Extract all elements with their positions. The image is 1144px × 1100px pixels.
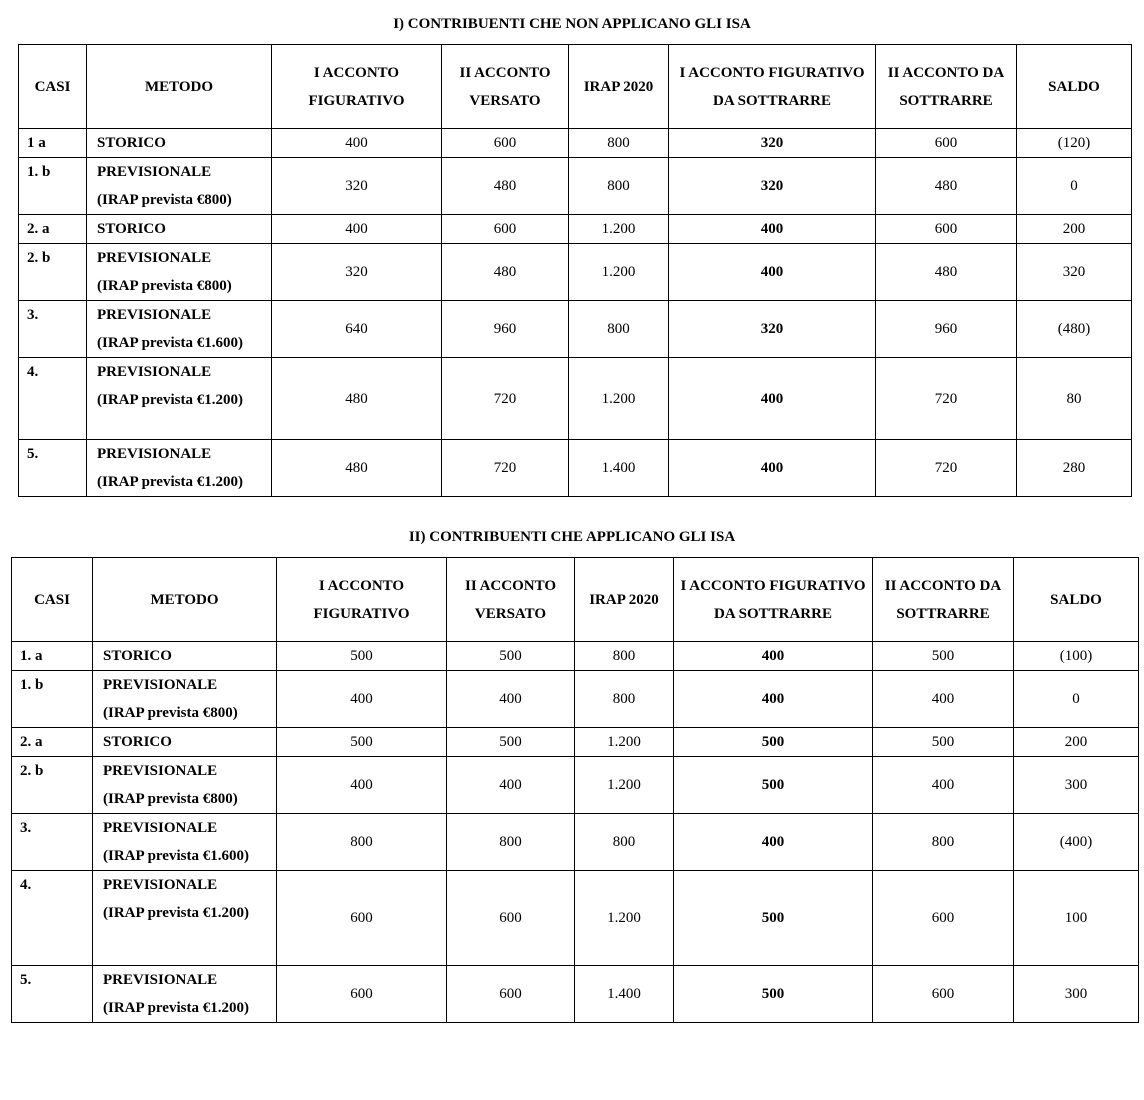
i-acconto-da-sottrarre-cell: 320 xyxy=(669,301,876,358)
caso-cell: 4. xyxy=(19,358,87,440)
i-acconto-figurativo-cell: 500 xyxy=(277,728,447,757)
caso-cell: 3. xyxy=(12,814,93,871)
i-acconto-da-sottrarre-cell: 400 xyxy=(669,358,876,440)
metodo-line: STORICO xyxy=(97,221,166,237)
caso-cell: 5. xyxy=(19,440,87,497)
ii-acconto-da-sottrarre-cell: 600 xyxy=(873,871,1014,966)
irap-2020-cell: 800 xyxy=(569,301,669,358)
saldo-cell: 280 xyxy=(1017,440,1132,497)
ii-acconto-versato-cell: 600 xyxy=(442,215,569,244)
metodo-cell xyxy=(87,358,272,440)
header-casi: CASI xyxy=(12,558,93,642)
table-row xyxy=(19,301,1132,358)
i-acconto-da-sottrarre-cell: 500 xyxy=(674,757,873,814)
metodo-cell xyxy=(93,757,277,814)
table-row xyxy=(19,244,1132,301)
saldo-cell: 100 xyxy=(1014,871,1139,966)
ii-acconto-da-sottrarre-cell: 800 xyxy=(873,814,1014,871)
metodo-line: PREVISIONALE xyxy=(97,164,212,180)
table-header-row xyxy=(19,45,1132,129)
irap-2020-cell: 1.200 xyxy=(575,757,674,814)
i-acconto-figurativo-cell: 320 xyxy=(272,158,442,215)
saldo-cell: 200 xyxy=(1014,728,1139,757)
i-acconto-figurativo-cell: 480 xyxy=(272,440,442,497)
ii-acconto-da-sottrarre-cell: 720 xyxy=(876,440,1017,497)
metodo-cell xyxy=(93,814,277,871)
table-row xyxy=(12,871,1139,966)
metodo-line: (IRAP prevista €800) xyxy=(103,791,238,807)
ii-acconto-da-sottrarre-cell: 400 xyxy=(873,757,1014,814)
ii-acconto-versato-cell: 960 xyxy=(442,301,569,358)
table-row xyxy=(19,358,1132,440)
irap-2020-cell: 800 xyxy=(569,129,669,158)
ii-acconto-versato-cell: 400 xyxy=(447,671,575,728)
table-row xyxy=(19,215,1132,244)
irap-2020-cell: 1.200 xyxy=(569,358,669,440)
ii-acconto-da-sottrarre-cell: 500 xyxy=(873,728,1014,757)
i-acconto-figurativo-cell: 400 xyxy=(277,671,447,728)
metodo-line: PREVISIONALE xyxy=(97,364,212,380)
i-acconto-figurativo-cell: 400 xyxy=(277,757,447,814)
metodo-line: (IRAP prevista €1.600) xyxy=(97,335,243,351)
i-acconto-da-sottrarre-cell: 400 xyxy=(669,440,876,497)
metodo-line: PREVISIONALE xyxy=(97,446,212,462)
i-acconto-da-sottrarre-cell: 400 xyxy=(674,671,873,728)
ii-acconto-versato-cell: 600 xyxy=(442,129,569,158)
section-title-non-isa: I) CONTRIBUENTI CHE NON APPLICANO GLI ISA xyxy=(393,16,751,32)
caso-cell: 4. xyxy=(12,871,93,966)
ii-acconto-versato-cell: 600 xyxy=(447,871,575,966)
metodo-line: (IRAP prevista €800) xyxy=(103,705,238,721)
i-acconto-figurativo-cell: 600 xyxy=(277,871,447,966)
i-acconto-da-sottrarre-cell: 500 xyxy=(674,728,873,757)
i-acconto-figurativo-cell: 400 xyxy=(272,129,442,158)
saldo-cell: 0 xyxy=(1017,158,1132,215)
table-row xyxy=(12,728,1139,757)
saldo-cell: 300 xyxy=(1014,757,1139,814)
ii-acconto-da-sottrarre-cell: 720 xyxy=(876,358,1017,440)
header-ii-acconto-versato: II ACCONTO VERSATO xyxy=(447,558,575,642)
metodo-line: (IRAP prevista €1.200) xyxy=(97,392,243,408)
caso-cell: 3. xyxy=(19,301,87,358)
ii-acconto-versato-cell: 500 xyxy=(447,642,575,671)
metodo-line: PREVISIONALE xyxy=(103,763,218,779)
metodo-cell xyxy=(93,728,277,757)
header-i-acconto-da-sottrarre: I ACCONTO FIGURATIVO DA SOTTRARRE xyxy=(674,558,873,642)
i-acconto-da-sottrarre-cell: 400 xyxy=(669,215,876,244)
header-irap-2020: IRAP 2020 xyxy=(575,558,674,642)
irap-2020-cell: 1.400 xyxy=(575,966,674,1023)
table-row xyxy=(19,129,1132,158)
irap-2020-cell: 800 xyxy=(569,158,669,215)
i-acconto-figurativo-cell: 600 xyxy=(277,966,447,1023)
ii-acconto-da-sottrarre-cell: 600 xyxy=(876,215,1017,244)
i-acconto-figurativo-cell: 500 xyxy=(277,642,447,671)
saldo-cell: (480) xyxy=(1017,301,1132,358)
header-casi: CASI xyxy=(19,45,87,129)
caso-cell: 1. a xyxy=(12,642,93,671)
metodo-cell xyxy=(87,301,272,358)
header-i-acconto-figurativo: I ACCONTO FIGURATIVO xyxy=(277,558,447,642)
caso-cell: 1. b xyxy=(12,671,93,728)
header-ii-acconto-versato: II ACCONTO VERSATO xyxy=(442,45,569,129)
header-saldo: SALDO xyxy=(1014,558,1139,642)
i-acconto-da-sottrarre-cell: 400 xyxy=(674,814,873,871)
irap-2020-cell: 800 xyxy=(575,642,674,671)
saldo-cell: 0 xyxy=(1014,671,1139,728)
header-saldo: SALDO xyxy=(1017,45,1132,129)
ii-acconto-versato-cell: 800 xyxy=(447,814,575,871)
metodo-line: (IRAP prevista €1.200) xyxy=(103,1000,249,1016)
irap-2020-cell: 1.200 xyxy=(569,244,669,301)
irap-2020-cell: 1.200 xyxy=(575,728,674,757)
caso-cell: 2. a xyxy=(12,728,93,757)
saldo-cell: (120) xyxy=(1017,129,1132,158)
saldo-cell: 200 xyxy=(1017,215,1132,244)
caso-cell: 1 a xyxy=(19,129,87,158)
ii-acconto-versato-cell: 600 xyxy=(447,966,575,1023)
metodo-cell xyxy=(93,871,277,966)
caso-cell: 2. b xyxy=(12,757,93,814)
header-metodo: METODO xyxy=(93,558,277,642)
table-row xyxy=(19,158,1132,215)
i-acconto-da-sottrarre-cell: 500 xyxy=(674,966,873,1023)
saldo-cell: (100) xyxy=(1014,642,1139,671)
ii-acconto-da-sottrarre-cell: 600 xyxy=(876,129,1017,158)
header-i-acconto-da-sottrarre: I ACCONTO FIGURATIVO DA SOTTRARRE xyxy=(669,45,876,129)
i-acconto-figurativo-cell: 320 xyxy=(272,244,442,301)
ii-acconto-versato-cell: 720 xyxy=(442,358,569,440)
ii-acconto-da-sottrarre-cell: 500 xyxy=(873,642,1014,671)
metodo-cell xyxy=(93,966,277,1023)
saldo-cell: (400) xyxy=(1014,814,1139,871)
metodo-cell xyxy=(87,158,272,215)
table-row xyxy=(12,642,1139,671)
metodo-cell xyxy=(87,129,272,158)
metodo-line: STORICO xyxy=(103,648,172,664)
metodo-line: STORICO xyxy=(97,135,166,151)
ii-acconto-versato-cell: 500 xyxy=(447,728,575,757)
ii-acconto-versato-cell: 720 xyxy=(442,440,569,497)
ii-acconto-da-sottrarre-cell: 480 xyxy=(876,244,1017,301)
saldo-cell: 80 xyxy=(1017,358,1132,440)
irap-2020-cell: 1.400 xyxy=(569,440,669,497)
i-acconto-figurativo-cell: 800 xyxy=(277,814,447,871)
table-header-row xyxy=(12,558,1139,642)
metodo-line: PREVISIONALE xyxy=(103,877,218,893)
caso-cell: 1. b xyxy=(19,158,87,215)
caso-cell: 2. a xyxy=(19,215,87,244)
saldo-cell: 320 xyxy=(1017,244,1132,301)
metodo-line: STORICO xyxy=(103,734,172,750)
i-acconto-da-sottrarre-cell: 320 xyxy=(669,129,876,158)
caso-cell: 5. xyxy=(12,966,93,1023)
metodo-cell xyxy=(93,671,277,728)
header-irap-2020: IRAP 2020 xyxy=(569,45,669,129)
metodo-line: PREVISIONALE xyxy=(103,820,218,836)
irap-2020-cell: 1.200 xyxy=(575,871,674,966)
ii-acconto-da-sottrarre-cell: 400 xyxy=(873,671,1014,728)
i-acconto-figurativo-cell: 480 xyxy=(272,358,442,440)
metodo-line: (IRAP prevista €1.200) xyxy=(97,474,243,490)
table-isa xyxy=(11,557,1139,1023)
table-row xyxy=(12,966,1139,1023)
ii-acconto-versato-cell: 400 xyxy=(447,757,575,814)
header-ii-acconto-da-sottrarre: II ACCONTO DA SOTTRARRE xyxy=(876,45,1017,129)
i-acconto-da-sottrarre-cell: 400 xyxy=(674,642,873,671)
irap-2020-cell: 800 xyxy=(575,671,674,728)
i-acconto-figurativo-cell: 640 xyxy=(272,301,442,358)
table-row xyxy=(19,440,1132,497)
metodo-cell xyxy=(93,642,277,671)
metodo-cell xyxy=(87,440,272,497)
i-acconto-da-sottrarre-cell: 400 xyxy=(669,244,876,301)
header-i-acconto-figurativo: I ACCONTO FIGURATIVO xyxy=(272,45,442,129)
metodo-line: PREVISIONALE xyxy=(103,972,218,988)
i-acconto-figurativo-cell: 400 xyxy=(272,215,442,244)
ii-acconto-da-sottrarre-cell: 480 xyxy=(876,158,1017,215)
irap-2020-cell: 1.200 xyxy=(569,215,669,244)
table-row xyxy=(12,757,1139,814)
header-ii-acconto-da-sottrarre: II ACCONTO DA SOTTRARRE xyxy=(873,558,1014,642)
ii-acconto-da-sottrarre-cell: 600 xyxy=(873,966,1014,1023)
metodo-line: (IRAP prevista €1.200) xyxy=(103,905,249,921)
section-title-isa: II) CONTRIBUENTI CHE APPLICANO GLI ISA xyxy=(408,529,736,545)
metodo-line: PREVISIONALE xyxy=(97,250,212,266)
metodo-line: (IRAP prevista €800) xyxy=(97,278,232,294)
table-row xyxy=(12,814,1139,871)
metodo-line: (IRAP prevista €800) xyxy=(97,192,232,208)
i-acconto-da-sottrarre-cell: 500 xyxy=(674,871,873,966)
i-acconto-da-sottrarre-cell: 320 xyxy=(669,158,876,215)
ii-acconto-versato-cell: 480 xyxy=(442,244,569,301)
saldo-cell: 300 xyxy=(1014,966,1139,1023)
metodo-cell xyxy=(87,244,272,301)
ii-acconto-da-sottrarre-cell: 960 xyxy=(876,301,1017,358)
table-row xyxy=(12,671,1139,728)
metodo-line: PREVISIONALE xyxy=(103,677,218,693)
ii-acconto-versato-cell: 480 xyxy=(442,158,569,215)
header-metodo: METODO xyxy=(87,45,272,129)
metodo-cell xyxy=(87,215,272,244)
metodo-line: PREVISIONALE xyxy=(97,307,212,323)
table-non-isa xyxy=(18,44,1132,497)
caso-cell: 2. b xyxy=(19,244,87,301)
metodo-line: (IRAP prevista €1.600) xyxy=(103,848,249,864)
irap-2020-cell: 800 xyxy=(575,814,674,871)
